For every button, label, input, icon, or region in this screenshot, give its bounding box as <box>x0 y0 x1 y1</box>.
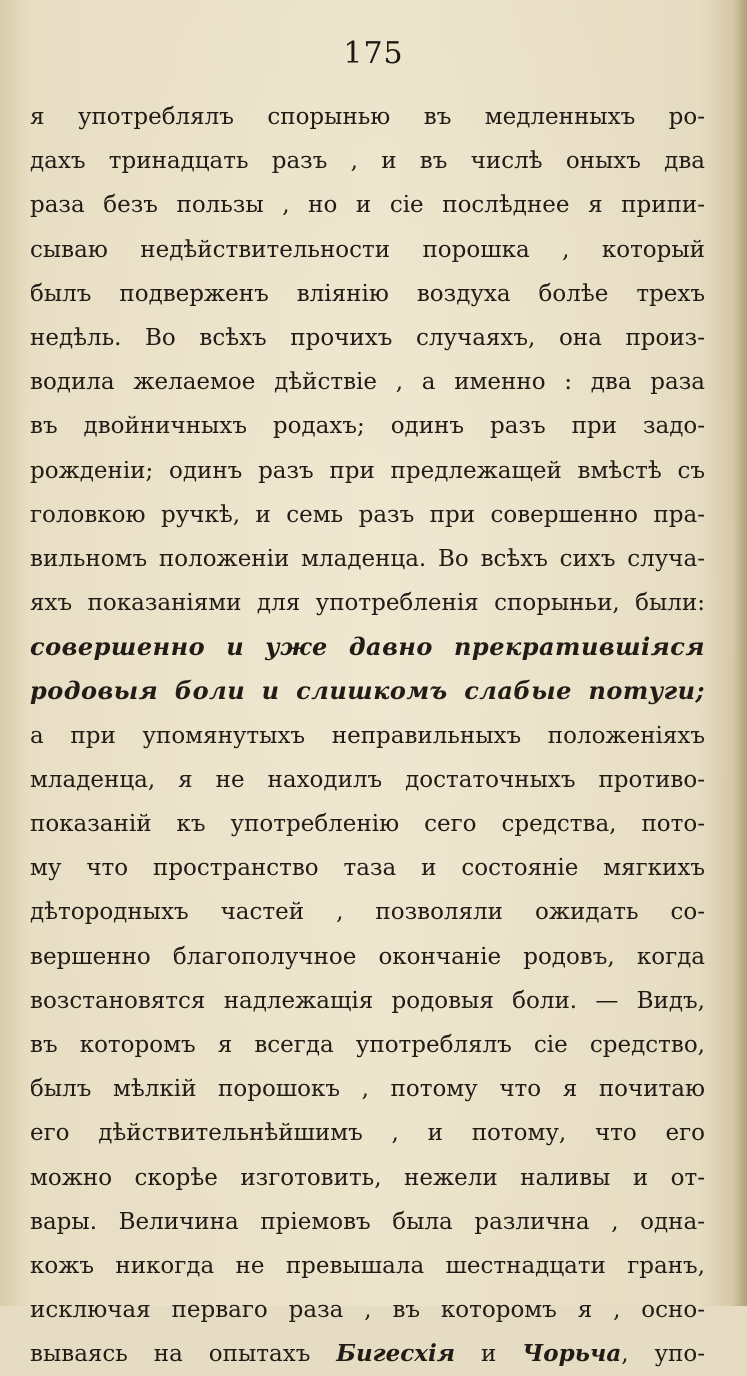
emphasized-text-line: родовыя боли и слишкомъ слабые потуги; <box>30 676 705 706</box>
text-line: я употреблялъ спорынью въ медленныхъ ро- <box>30 104 705 130</box>
last-line-middle: и <box>455 1341 523 1368</box>
body-text <box>30 95 705 1376</box>
text-line: водила желаемое дѣйствіе , а именно : два раза <box>30 369 705 396</box>
text-line: вильномъ положеніи младенца. Во всѣхъ сихъ случа- <box>30 545 705 572</box>
last-line-before: вываясь на опытахъ <box>30 1341 337 1368</box>
emphasized-text-line: совершенно и уже давно прекратившіяся <box>30 632 705 662</box>
text-line: въ которомъ я всегда употреблялъ сіе средство, <box>30 1031 705 1058</box>
text-line: раза безъ пользы , но и сіе послѣднее я припи- <box>30 192 705 219</box>
text-line: а при упомянутыхъ неправильныхъ положеніяхъ <box>30 722 705 749</box>
text-line: дѣтородныхъ частей , позволяли ожидать со- <box>30 899 705 926</box>
text-line: въ двойничныхъ родахъ; одинъ разъ при задо- <box>30 413 705 440</box>
text-line: вары. Величина пріемовъ была различна , одна- <box>30 1208 705 1235</box>
text-line: показаній къ употребленію сего средства, пото- <box>30 811 705 837</box>
text-line: му что пространство таза и состояніе мягкихъ <box>30 855 705 882</box>
text-line: можно скорѣе изготовить, нежели наливы и от- <box>30 1164 705 1191</box>
page-spine-shadow <box>733 0 747 1306</box>
text-line: былъ подверженъ вліянію воздуха болѣе трехъ <box>30 280 705 307</box>
text-line: сываю недѣйствительности порошка , который <box>30 236 705 263</box>
text-line-last <box>30 1332 705 1376</box>
text-line: рожденіи; одинъ разъ при предлежащей вмѣстѣ съ <box>30 457 705 484</box>
page-number: 175 <box>343 36 404 71</box>
text-line: головкою ручкѣ, и семь разъ при совершенно пра- <box>30 501 705 528</box>
text-line: вершенно благополучное окончаніе родовъ, когда <box>30 943 705 970</box>
author-name-bigeskhiya: Бигесхія <box>336 1340 456 1368</box>
author-name-chorcha: Чорьча <box>522 1340 622 1368</box>
text-line: кожъ никогда не превышала шестнадцати гранъ, <box>30 1252 705 1279</box>
last-line-after: , упо- <box>621 1341 705 1368</box>
text-line: дахъ тринадцать разъ , и въ числѣ оныхъ два <box>30 148 705 175</box>
text-line: яхъ показаніями для употребленія спорыньи, были: <box>30 590 705 617</box>
text-line: недѣль. Во всѣхъ прочихъ случаяхъ, она произ- <box>30 324 705 351</box>
text-line: его дѣйствительнѣйшимъ , и потому, что его <box>30 1120 705 1147</box>
text-line: былъ мѣлкій порошокъ , потому что я почитаю <box>30 1076 705 1103</box>
text-line: младенца, я не находилъ достаточныхъ противо- <box>30 766 705 793</box>
text-line: исключая перваго раза , въ которомъ я , осно- <box>30 1297 705 1324</box>
text-lines <box>30 95 705 1332</box>
text-line: возстановятся надлежащія родовыя боли. — Видъ, <box>30 987 705 1014</box>
